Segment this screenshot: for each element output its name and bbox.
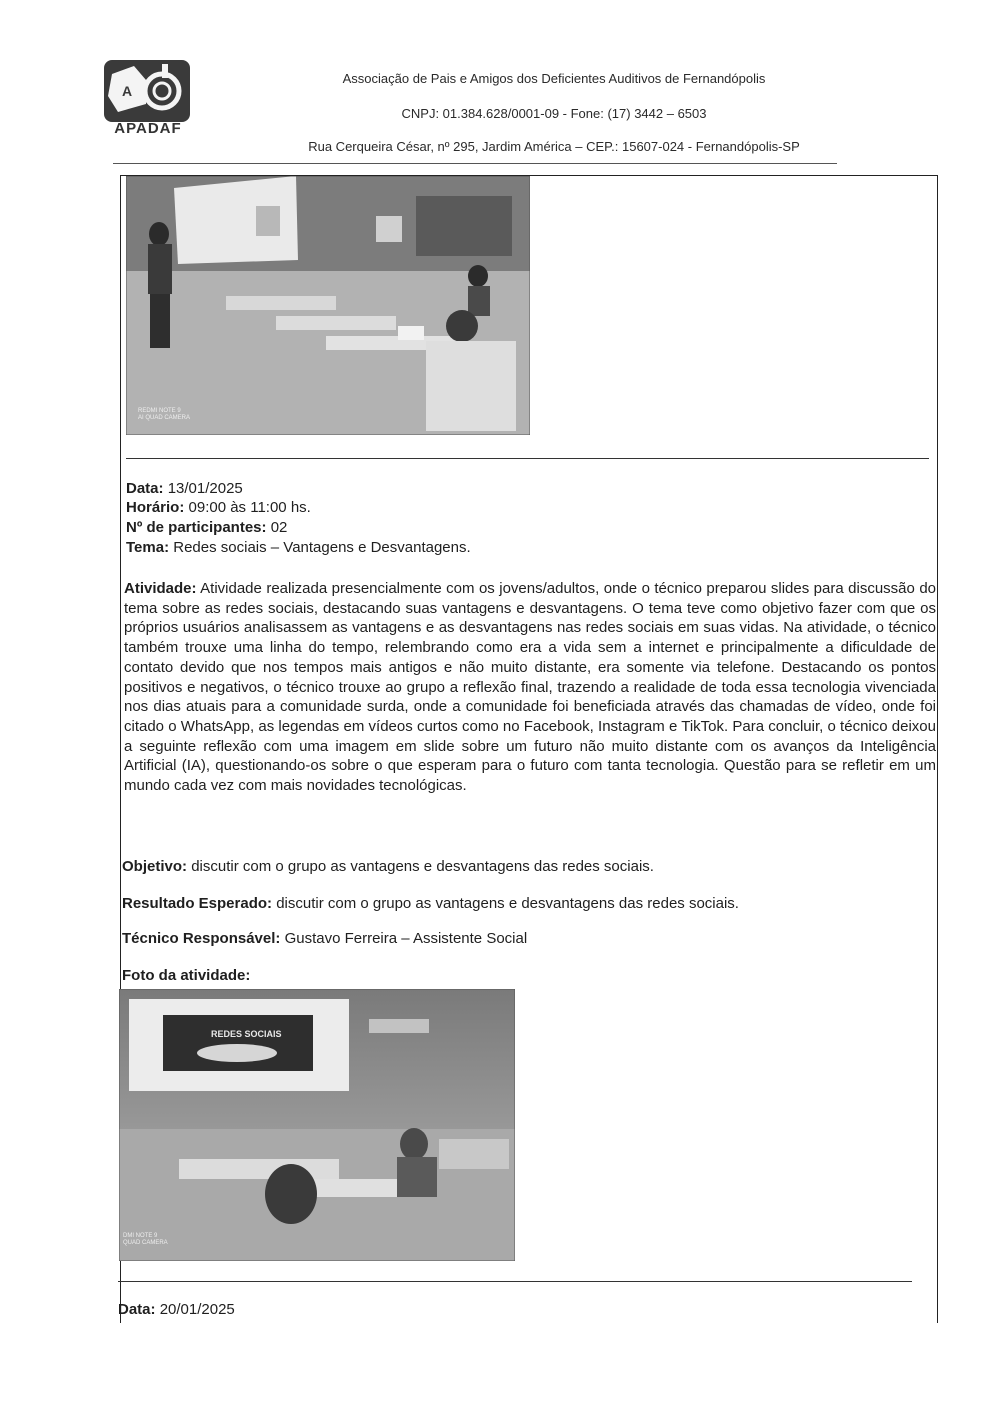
field-tema-label: Tema: [126, 539, 170, 556]
field-atividade-value: Atividade realizada presencialmente com os jovens/adultos, onde o técnico preparou slides para discussão do tema sobre as redes sociais, destacando suas vantagens e desvantagens. O tema teve como objetivo fazer com que os próprios usuários analisassem as vantagens e as desvantagens nas redes sociais em suas vidas. Na atividade, o técnico também trouxe uma linha do tempo, relembrando como era a vida sem a internet e principalmente a dificuldade de contato devido que nos tempos mais antigos e não muito distante, era somente via telefone. Destacando os pontos positivos e negativos, o técnico trouxe ao grupo a reflexão final, trazendo a realidade de toda essa tecnologia vivenciada nos dias atuais para a comunidade surda, onde a comunidade foi beneficiada através das chamadas de vídeo, onde foi citado o WhatsApp, as legendas em vídeos curtos como no Facebook, Instagram e TikTok. Para concluir, o técnico deixou a seguinte reflexão com uma imagem em slide sobre um futuro não muito distante com os avanços da Inteligência Artificial (IA), questionando-os sobre o que esperam para o futuro com tanta tecnologia. Questão para se refletir em um mundo cada vez com mais novidades tecnológicas. [124, 580, 936, 795]
field-tecnico-label: Técnico Responsável: [122, 930, 281, 947]
field-participantes-value: 02 [270, 519, 288, 536]
ear-icon [104, 60, 190, 122]
frame-right-border [937, 175, 938, 1323]
next-field-data [118, 1301, 235, 1318]
camera-watermark: REDMI NOTE 9 AI QUAD CAMERA [138, 408, 191, 421]
next-field-data-value: 20/01/2025 [159, 1301, 235, 1318]
logo-text: APADAF [114, 120, 182, 137]
camera-watermark: DMI NOTE 9 QUAD CAMERA [123, 1233, 168, 1246]
slide-title: REDES SOCIAIS [211, 1029, 282, 1039]
field-horario-label: Horário: [126, 499, 185, 516]
field-participantes-label: Nº de participantes: [126, 519, 267, 536]
field-data-value: 13/01/2025 [167, 480, 243, 497]
field-tecnico [122, 930, 527, 947]
field-objetivo-label: Objetivo: [122, 858, 188, 875]
field-resultado [122, 895, 739, 912]
field-objetivo [122, 858, 654, 875]
field-resultado-label: Resultado Esperado: [122, 895, 273, 912]
field-participantes [126, 519, 287, 536]
header-divider [113, 163, 837, 164]
activity-photo [119, 989, 515, 1261]
field-foto-label: Foto da atividade: [122, 967, 251, 984]
field-atividade-label: Atividade: [124, 580, 197, 597]
field-tema-value: Redes sociais – Vantagens e Desvantagens. [173, 539, 471, 556]
activity-photo-previous [126, 176, 530, 435]
section-divider [126, 458, 929, 459]
section-divider [118, 1281, 912, 1282]
svg-text:A: A [122, 83, 133, 99]
field-horario [126, 499, 311, 516]
org-contact: CNPJ: 01.384.628/0001-09 - Fone: (17) 3442 – 6503 [401, 106, 707, 121]
org-address: Rua Cerqueira César, nº 295, Jardim América – CEP.: 15607-024 - Fernandópolis-SP [308, 139, 800, 154]
field-tecnico-value: Gustavo Ferreira – Assistente Social [284, 930, 528, 947]
apadaf-logo [104, 60, 192, 138]
field-data-label: Data: [126, 480, 164, 497]
org-name: Associação de Pais e Amigos dos Deficientes Auditivos de Fernandópolis [342, 71, 766, 86]
field-objetivo-value: discutir com o grupo as vantagens e desvantagens das redes sociais. [191, 858, 654, 875]
next-field-data-label: Data: [118, 1301, 156, 1318]
field-data [126, 480, 243, 497]
field-resultado-value: discutir com o grupo as vantagens e desvantagens das redes sociais. [276, 895, 739, 912]
field-tema [126, 539, 471, 556]
field-foto [122, 967, 250, 984]
field-horario-value: 09:00 às 11:00 hs. [188, 499, 311, 516]
field-atividade [124, 579, 936, 796]
logo-emblem [104, 60, 190, 122]
